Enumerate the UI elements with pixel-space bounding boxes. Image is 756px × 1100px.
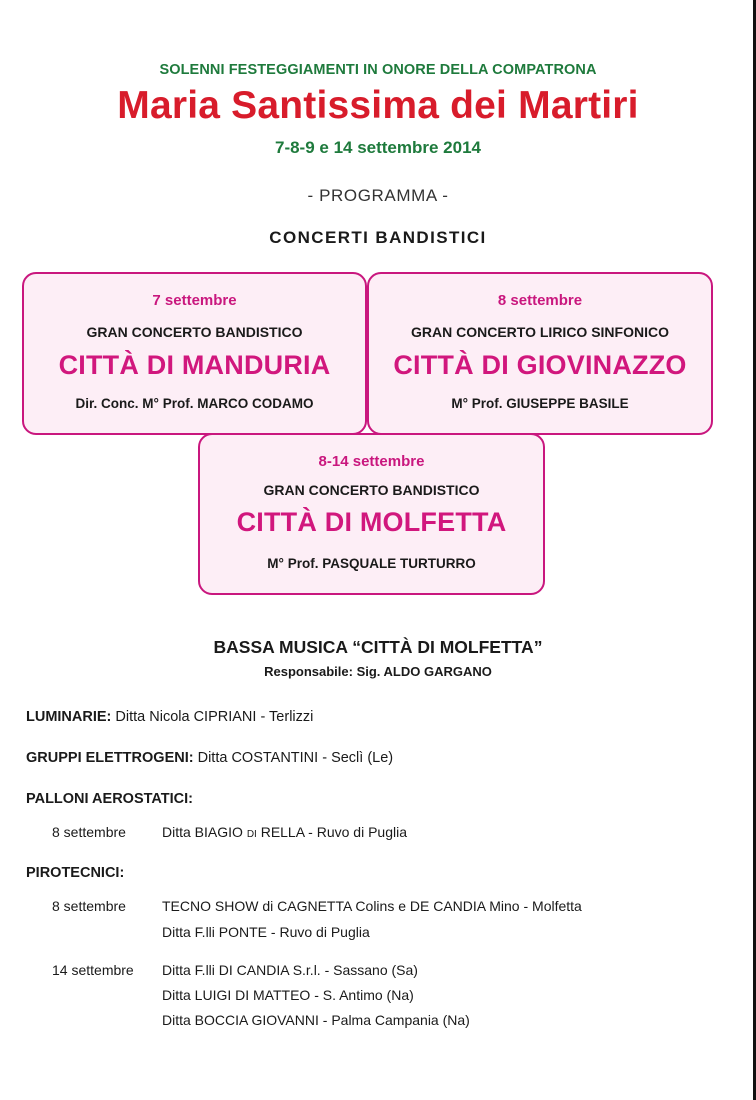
concert-date: 7 settembre xyxy=(152,292,237,309)
bassa-musica-title: BASSA MUSICA “CITTÀ DI MOLFETTA” xyxy=(213,637,543,657)
concert-date: 8-14 settembre xyxy=(318,453,425,470)
palloni-date: 8 settembre xyxy=(52,824,126,840)
pirotecnici-entry: Ditta LUIGI DI MATTEO - S. Antimo (Na) xyxy=(162,987,414,1003)
pirotecnici-entry: Ditta BOCCIA GIOVANNI - Palma Campania (Na) xyxy=(162,1012,470,1028)
luminarie-value: Ditta Nicola CIPRIANI - Terlizzi xyxy=(115,709,314,725)
palloni-value xyxy=(162,824,407,840)
concert-director: Dir. Conc. M° Prof. MARCO CODAMO xyxy=(75,396,314,411)
concert-card-molfetta xyxy=(198,433,545,595)
concert-band-name: CITTÀ DI MOLFETTA xyxy=(236,507,507,537)
concert-date: 8 settembre xyxy=(497,292,583,309)
pirotecnici-entry: Ditta F.lli DI CANDIA S.r.l. - Sassano (Sa) xyxy=(162,962,418,978)
pirotecnici-entry: TECNO SHOW di CAGNETTA Colins e DE CANDIA Mino - Molfetta xyxy=(162,898,582,914)
palloni-label: PALLONI AEROSTATICI: xyxy=(26,791,194,807)
palloni-value-part: DI xyxy=(246,829,257,840)
concert-card-manduria xyxy=(22,272,367,435)
concert-type: GRAN CONCERTO BANDISTICO xyxy=(263,482,480,498)
festival-subtitle: SOLENNI FESTEGGIAMENTI IN ONORE DELLA COMPATRONA xyxy=(159,62,597,78)
bassa-musica-responsible: Responsabile: Sig. ALDO GARGANO xyxy=(264,664,492,679)
pirotecnici-label: PIROTECNICI: xyxy=(26,865,125,881)
concert-type: GRAN CONCERTO LIRICO SINFONICO xyxy=(411,324,669,340)
pirotecnici-label-row xyxy=(26,865,124,881)
luminarie-label: LUMINARIE: xyxy=(26,709,112,725)
festival-title: Maria Santissima dei Martiri xyxy=(117,84,639,127)
concert-director: M° Prof. PASQUALE TURTURRO xyxy=(267,556,476,571)
concert-band-name: CITTÀ DI MANDURIA xyxy=(58,350,331,380)
gruppi-row xyxy=(26,750,393,766)
palloni-value-part: RELLA - Ruvo di Puglia xyxy=(256,824,408,840)
pirotecnici-date-2: 14 settembre xyxy=(52,962,134,978)
pirotecnici-entry: Ditta F.lli PONTE - Ruvo di Puglia xyxy=(162,924,370,940)
festival-dates: 7-8-9 e 14 settembre 2014 xyxy=(274,138,482,157)
gruppi-label: GRUPPI ELETTROGENI: xyxy=(26,750,194,766)
luminarie-row xyxy=(26,709,313,725)
palloni-label-row xyxy=(26,791,193,807)
palloni-value-part: Ditta BIAGIO xyxy=(162,824,247,840)
programma-heading: - PROGRAMMA - xyxy=(307,186,449,205)
concert-band-name: CITTÀ DI GIOVINAZZO xyxy=(393,350,687,380)
concert-type: GRAN CONCERTO BANDISTICO xyxy=(86,324,303,340)
gruppi-value: Ditta COSTANTINI - Seclì (Le) xyxy=(197,750,394,766)
concert-card-giovinazzo xyxy=(367,272,713,435)
section-heading-concerts: CONCERTI BANDISTICI xyxy=(269,228,487,247)
pirotecnici-date-1: 8 settembre xyxy=(52,898,126,914)
concert-director: M° Prof. GIUSEPPE BASILE xyxy=(451,396,629,411)
